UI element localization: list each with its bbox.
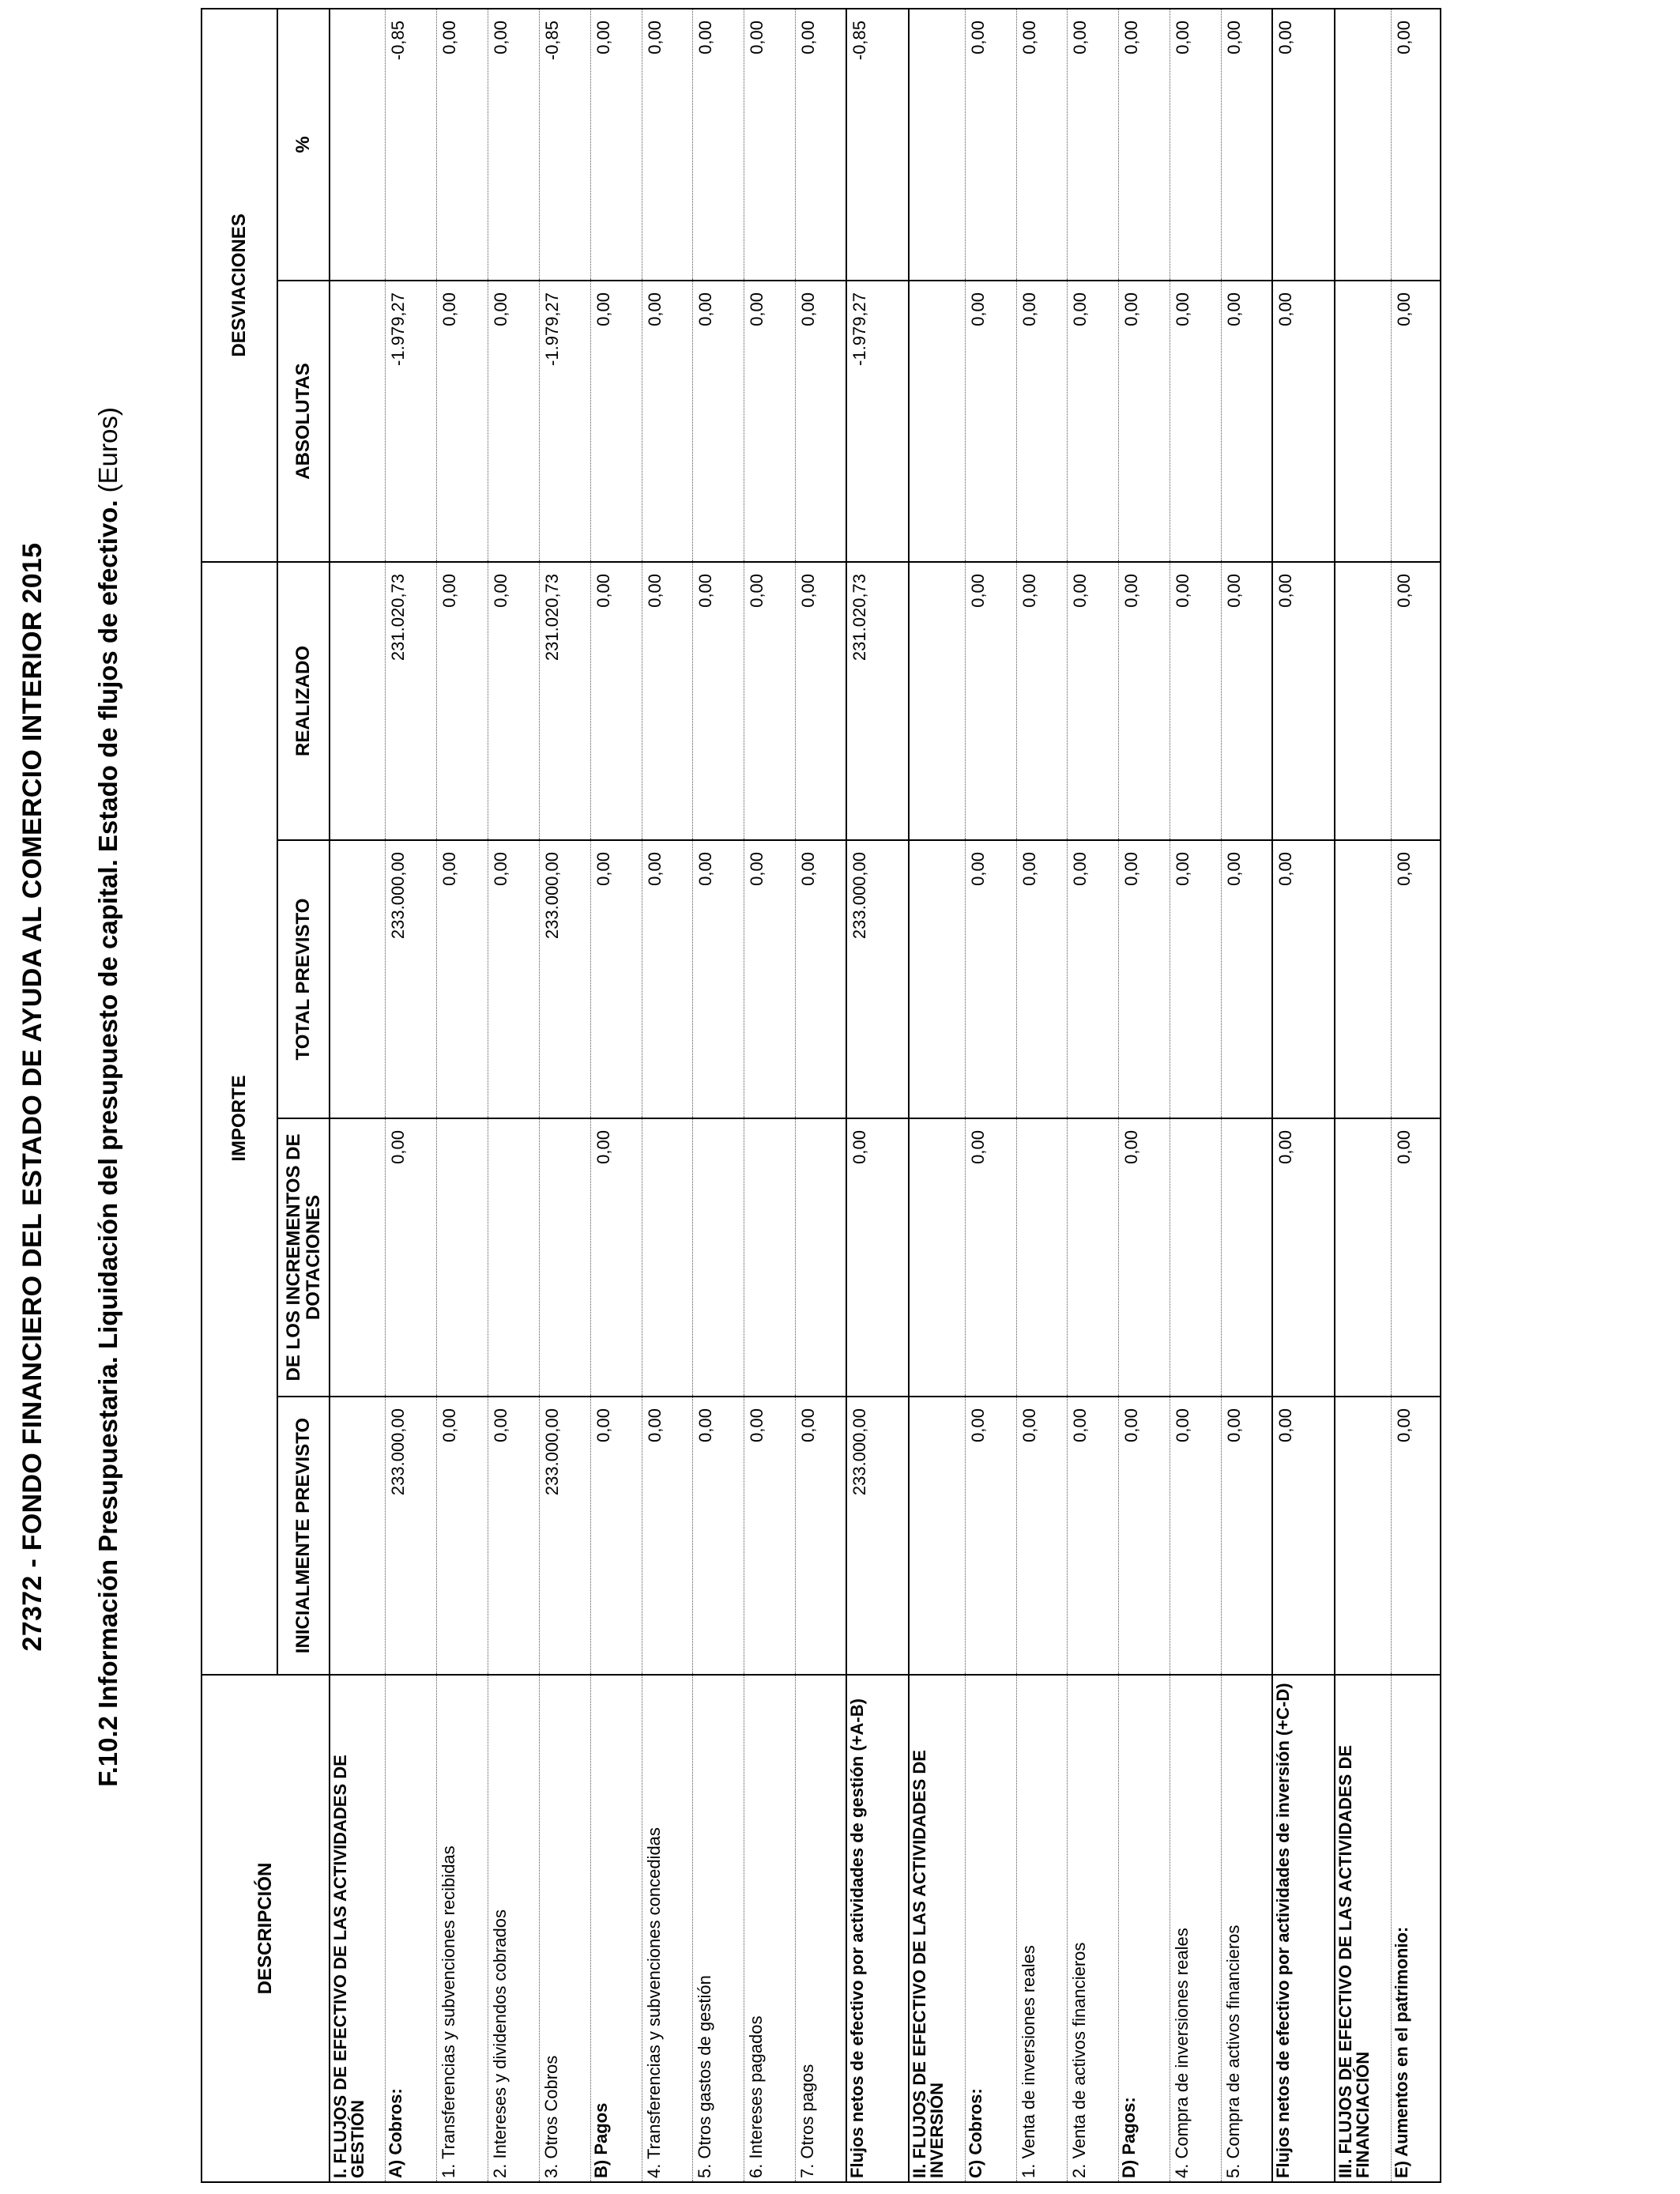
row-description: A) Cobros: (386, 1675, 437, 2182)
cell-desviacion-porcentaje: 0,00 (1391, 9, 1441, 281)
cell-realizado: 0,00 (590, 562, 642, 840)
cell-incrementos-dotaciones: 0,00 (846, 1118, 909, 1397)
cell-incrementos-dotaciones: 0,00 (1119, 1118, 1170, 1397)
row-description: 2. Venta de activos financieros (1068, 1675, 1119, 2182)
table-row (965, 9, 1016, 2182)
cell-desviacion-porcentaje: -0,85 (846, 9, 909, 281)
table-row (642, 9, 693, 2182)
cell-realizado: 0,00 (744, 562, 796, 840)
cell-realizado: 0,00 (1221, 562, 1272, 840)
cell-desviacion-porcentaje (330, 9, 386, 281)
cell-realizado: 0,00 (796, 562, 847, 840)
cell-desviacion-absoluta: 0,00 (488, 281, 540, 562)
cell-desviacion-porcentaje: 0,00 (796, 9, 847, 281)
cell-inicialmente-previsto: 0,00 (1119, 1397, 1170, 1675)
cell-realizado: 0,00 (1119, 562, 1170, 840)
table-row (909, 9, 965, 2182)
table-row (744, 9, 796, 2182)
row-description: 5. Otros gastos de gestión (693, 1675, 744, 2182)
cell-incrementos-dotaciones (796, 1118, 847, 1397)
cell-desviacion-porcentaje: 0,00 (1272, 9, 1335, 281)
subtitle-unit: (Euros) (93, 407, 122, 493)
cell-realizado: 0,00 (1272, 562, 1335, 840)
cell-total-previsto: 0,00 (744, 840, 796, 1118)
cell-total-previsto: 0,00 (488, 840, 540, 1118)
row-description: C) Cobros: (965, 1675, 1016, 2182)
cell-incrementos-dotaciones (744, 1118, 796, 1397)
cell-realizado: 0,00 (1068, 562, 1119, 840)
table-row (1068, 9, 1119, 2182)
cell-desviacion-absoluta: 0,00 (1272, 281, 1335, 562)
cell-desviacion-absoluta: 0,00 (1221, 281, 1272, 562)
row-description: 3. Otros Cobros (539, 1675, 590, 2182)
row-description: D) Pagos: (1119, 1675, 1170, 2182)
row-description: E) Aumentos en el patrimonio: (1391, 1675, 1441, 2182)
cell-total-previsto: 0,00 (437, 840, 488, 1118)
cell-total-previsto: 0,00 (1016, 840, 1068, 1118)
cell-desviacion-absoluta: -1.979,27 (846, 281, 909, 562)
table-row (1335, 9, 1391, 2182)
table-row (846, 9, 909, 2182)
cell-realizado: 0,00 (1016, 562, 1068, 840)
header-absolutas: ABSOLUTAS (277, 281, 330, 562)
cell-realizado (330, 562, 386, 840)
row-description: 5. Compra de activos financieros (1221, 1675, 1272, 2182)
cell-incrementos-dotaciones (909, 1118, 965, 1397)
table-row (1272, 9, 1335, 2182)
cell-incrementos-dotaciones: 0,00 (1272, 1118, 1335, 1397)
table-row (1221, 9, 1272, 2182)
cell-incrementos-dotaciones: 0,00 (1391, 1118, 1441, 1397)
cell-total-previsto: 0,00 (1170, 840, 1222, 1118)
cell-incrementos-dotaciones (1016, 1118, 1068, 1397)
cell-total-previsto: 0,00 (1391, 840, 1441, 1118)
table-body (330, 9, 1441, 2182)
cell-desviacion-absoluta: 0,00 (437, 281, 488, 562)
table-row (1170, 9, 1222, 2182)
cell-inicialmente-previsto: 0,00 (965, 1397, 1016, 1675)
cell-desviacion-absoluta: 0,00 (590, 281, 642, 562)
cell-desviacion-porcentaje (909, 9, 965, 281)
table-row (693, 9, 744, 2182)
cell-total-previsto: 0,00 (965, 840, 1016, 1118)
row-description: B) Pagos (590, 1675, 642, 2182)
cell-desviacion-absoluta: 0,00 (744, 281, 796, 562)
cell-total-previsto: 233.000,00 (539, 840, 590, 1118)
header-total-previsto: TOTAL PREVISTO (277, 840, 330, 1118)
row-description: I. FLUJOS DE EFECTIVO DE LAS ACTIVIDADES DE GESTIÓN (330, 1675, 386, 2182)
row-description: Flujos netos de efectivo por actividades de inversión (+C-D) (1272, 1675, 1335, 2182)
row-description: III. FLUJOS DE EFECTIVO DE LAS ACTIVIDADES DE FINANCIACIÓN (1335, 1675, 1391, 2182)
header-inicialmente-previsto: INICIALMENTE PREVISTO (277, 1397, 330, 1675)
cell-realizado: 0,00 (1391, 562, 1441, 840)
cell-realizado: 0,00 (1170, 562, 1222, 840)
cell-desviacion-absoluta (909, 281, 965, 562)
cell-desviacion-absoluta: 0,00 (1170, 281, 1222, 562)
cell-desviacion-absoluta: -1.979,27 (539, 281, 590, 562)
cell-realizado (1335, 562, 1391, 840)
table-row (1016, 9, 1068, 2182)
row-description: 1. Transferencias y subvenciones recibidas (437, 1675, 488, 2182)
cell-inicialmente-previsto: 0,00 (1221, 1397, 1272, 1675)
cell-desviacion-porcentaje: 0,00 (1016, 9, 1068, 281)
header-realizado: REALIZADO (277, 562, 330, 840)
cell-realizado (909, 562, 965, 840)
page-title: 27372 - FONDO FINANCIERO DEL ESTADO DE AYUDA AL COMERCIO INTERIOR 2015 (17, 542, 47, 1652)
cell-inicialmente-previsto: 0,00 (437, 1397, 488, 1675)
cell-total-previsto: 0,00 (693, 840, 744, 1118)
table-row (590, 9, 642, 2182)
cell-total-previsto: 0,00 (1119, 840, 1170, 1118)
cell-desviacion-porcentaje: 0,00 (693, 9, 744, 281)
cell-realizado: 0,00 (437, 562, 488, 840)
cell-total-previsto: 0,00 (1272, 840, 1335, 1118)
cell-desviacion-porcentaje: 0,00 (744, 9, 796, 281)
cell-total-previsto: 233.000,00 (846, 840, 909, 1118)
cell-desviacion-porcentaje: 0,00 (965, 9, 1016, 281)
cell-desviacion-absoluta: 0,00 (1016, 281, 1068, 562)
cell-incrementos-dotaciones (437, 1118, 488, 1397)
cell-desviacion-porcentaje: 0,00 (590, 9, 642, 281)
row-description: 7. Otros pagos (796, 1675, 847, 2182)
cell-desviacion-porcentaje: 0,00 (1068, 9, 1119, 281)
cell-incrementos-dotaciones (488, 1118, 540, 1397)
cell-desviacion-porcentaje: 0,00 (1221, 9, 1272, 281)
cell-desviacion-absoluta: 0,00 (965, 281, 1016, 562)
cell-realizado: 0,00 (488, 562, 540, 840)
header-importe: IMPORTE (202, 562, 277, 1675)
row-description: II. FLUJOS DE EFECTIVO DE LAS ACTIVIDADES DE INVERSIÓN (909, 1675, 965, 2182)
row-description: 6. Intereses pagados (744, 1675, 796, 2182)
cell-desviacion-porcentaje: 0,00 (1119, 9, 1170, 281)
cell-incrementos-dotaciones (1068, 1118, 1119, 1397)
row-description: Flujos netos de efectivo por actividades de gestión (+A-B) (846, 1675, 909, 2182)
cell-desviacion-porcentaje: 0,00 (1170, 9, 1222, 281)
cell-inicialmente-previsto: 0,00 (1068, 1397, 1119, 1675)
cell-inicialmente-previsto: 0,00 (1391, 1397, 1441, 1675)
cell-desviacion-absoluta: 0,00 (796, 281, 847, 562)
table-row (796, 9, 847, 2182)
cell-incrementos-dotaciones (539, 1118, 590, 1397)
table-row (539, 9, 590, 2182)
cell-total-previsto (1335, 840, 1391, 1118)
cell-realizado: 231.020,73 (386, 562, 437, 840)
table-row (386, 9, 437, 2182)
cell-desviacion-absoluta (1335, 281, 1391, 562)
cell-incrementos-dotaciones (693, 1118, 744, 1397)
cell-inicialmente-previsto (1335, 1397, 1391, 1675)
subtitle-text: F.10.2 Información Presupuestaria. Liquidación del presupuesto de capital. Estado de flujos de efectivo. (93, 499, 122, 1787)
cell-realizado: 0,00 (693, 562, 744, 840)
cell-desviacion-porcentaje: -0,85 (386, 9, 437, 281)
cell-total-previsto: 0,00 (1221, 840, 1272, 1118)
cell-realizado: 231.020,73 (539, 562, 590, 840)
cell-desviacion-absoluta: 0,00 (642, 281, 693, 562)
cell-desviacion-absoluta: 0,00 (1068, 281, 1119, 562)
row-description: 2. Intereses y dividendos cobrados (488, 1675, 540, 2182)
cell-incrementos-dotaciones (642, 1118, 693, 1397)
cell-desviacion-absoluta: 0,00 (1119, 281, 1170, 562)
cell-total-previsto: 0,00 (796, 840, 847, 1118)
cell-total-previsto: 0,00 (1068, 840, 1119, 1118)
cell-inicialmente-previsto: 0,00 (796, 1397, 847, 1675)
cell-total-previsto: 233.000,00 (386, 840, 437, 1118)
cell-total-previsto: 0,00 (642, 840, 693, 1118)
page-subtitle (93, 0, 123, 2194)
header-incrementos-dotaciones: DE LOS INCREMENTOS DE DOTACIONES (277, 1118, 330, 1397)
table-row (1119, 9, 1170, 2182)
cell-inicialmente-previsto: 0,00 (590, 1397, 642, 1675)
cell-desviacion-absoluta: -1.979,27 (386, 281, 437, 562)
cell-realizado: 231.020,73 (846, 562, 909, 840)
header-descripcion: DESCRIPCIÓN (202, 1675, 330, 2182)
cell-inicialmente-previsto: 0,00 (488, 1397, 540, 1675)
row-description: 4. Transferencias y subvenciones concedidas (642, 1675, 693, 2182)
cell-inicialmente-previsto: 0,00 (1016, 1397, 1068, 1675)
cell-desviacion-absoluta: 0,00 (1391, 281, 1441, 562)
cell-realizado: 0,00 (642, 562, 693, 840)
cell-inicialmente-previsto (909, 1397, 965, 1675)
cell-incrementos-dotaciones (1170, 1118, 1222, 1397)
cell-inicialmente-previsto: 233.000,00 (539, 1397, 590, 1675)
cell-realizado: 0,00 (965, 562, 1016, 840)
table-row (330, 9, 386, 2182)
cell-incrementos-dotaciones (1335, 1118, 1391, 1397)
table-row (1391, 9, 1441, 2182)
row-description: 1. Venta de inversiones reales (1016, 1675, 1068, 2182)
cell-inicialmente-previsto: 0,00 (1170, 1397, 1222, 1675)
cash-flow-table (201, 8, 1441, 2183)
cell-incrementos-dotaciones (1221, 1118, 1272, 1397)
row-description: 4. Compra de inversiones reales (1170, 1675, 1222, 2182)
cell-desviacion-absoluta (330, 281, 386, 562)
cell-total-previsto (330, 840, 386, 1118)
cell-incrementos-dotaciones: 0,00 (965, 1118, 1016, 1397)
header-desviaciones: DESVIACIONES (202, 9, 277, 562)
cell-total-previsto: 0,00 (590, 840, 642, 1118)
table-row (437, 9, 488, 2182)
cell-incrementos-dotaciones: 0,00 (386, 1118, 437, 1397)
cell-desviacion-porcentaje: -0,85 (539, 9, 590, 281)
cell-desviacion-porcentaje: 0,00 (488, 9, 540, 281)
cell-inicialmente-previsto: 0,00 (744, 1397, 796, 1675)
cell-inicialmente-previsto: 0,00 (693, 1397, 744, 1675)
table-row (488, 9, 540, 2182)
cell-desviacion-porcentaje (1335, 9, 1391, 281)
cell-total-previsto (909, 840, 965, 1118)
cell-inicialmente-previsto: 233.000,00 (846, 1397, 909, 1675)
cell-inicialmente-previsto (330, 1397, 386, 1675)
cell-incrementos-dotaciones (330, 1118, 386, 1397)
cell-desviacion-absoluta: 0,00 (693, 281, 744, 562)
cell-inicialmente-previsto: 0,00 (642, 1397, 693, 1675)
cell-inicialmente-previsto: 0,00 (1272, 1397, 1335, 1675)
cell-desviacion-porcentaje: 0,00 (437, 9, 488, 281)
cell-desviacion-porcentaje: 0,00 (642, 9, 693, 281)
cell-incrementos-dotaciones: 0,00 (590, 1118, 642, 1397)
cell-inicialmente-previsto: 233.000,00 (386, 1397, 437, 1675)
header-porcentaje: % (277, 9, 330, 281)
